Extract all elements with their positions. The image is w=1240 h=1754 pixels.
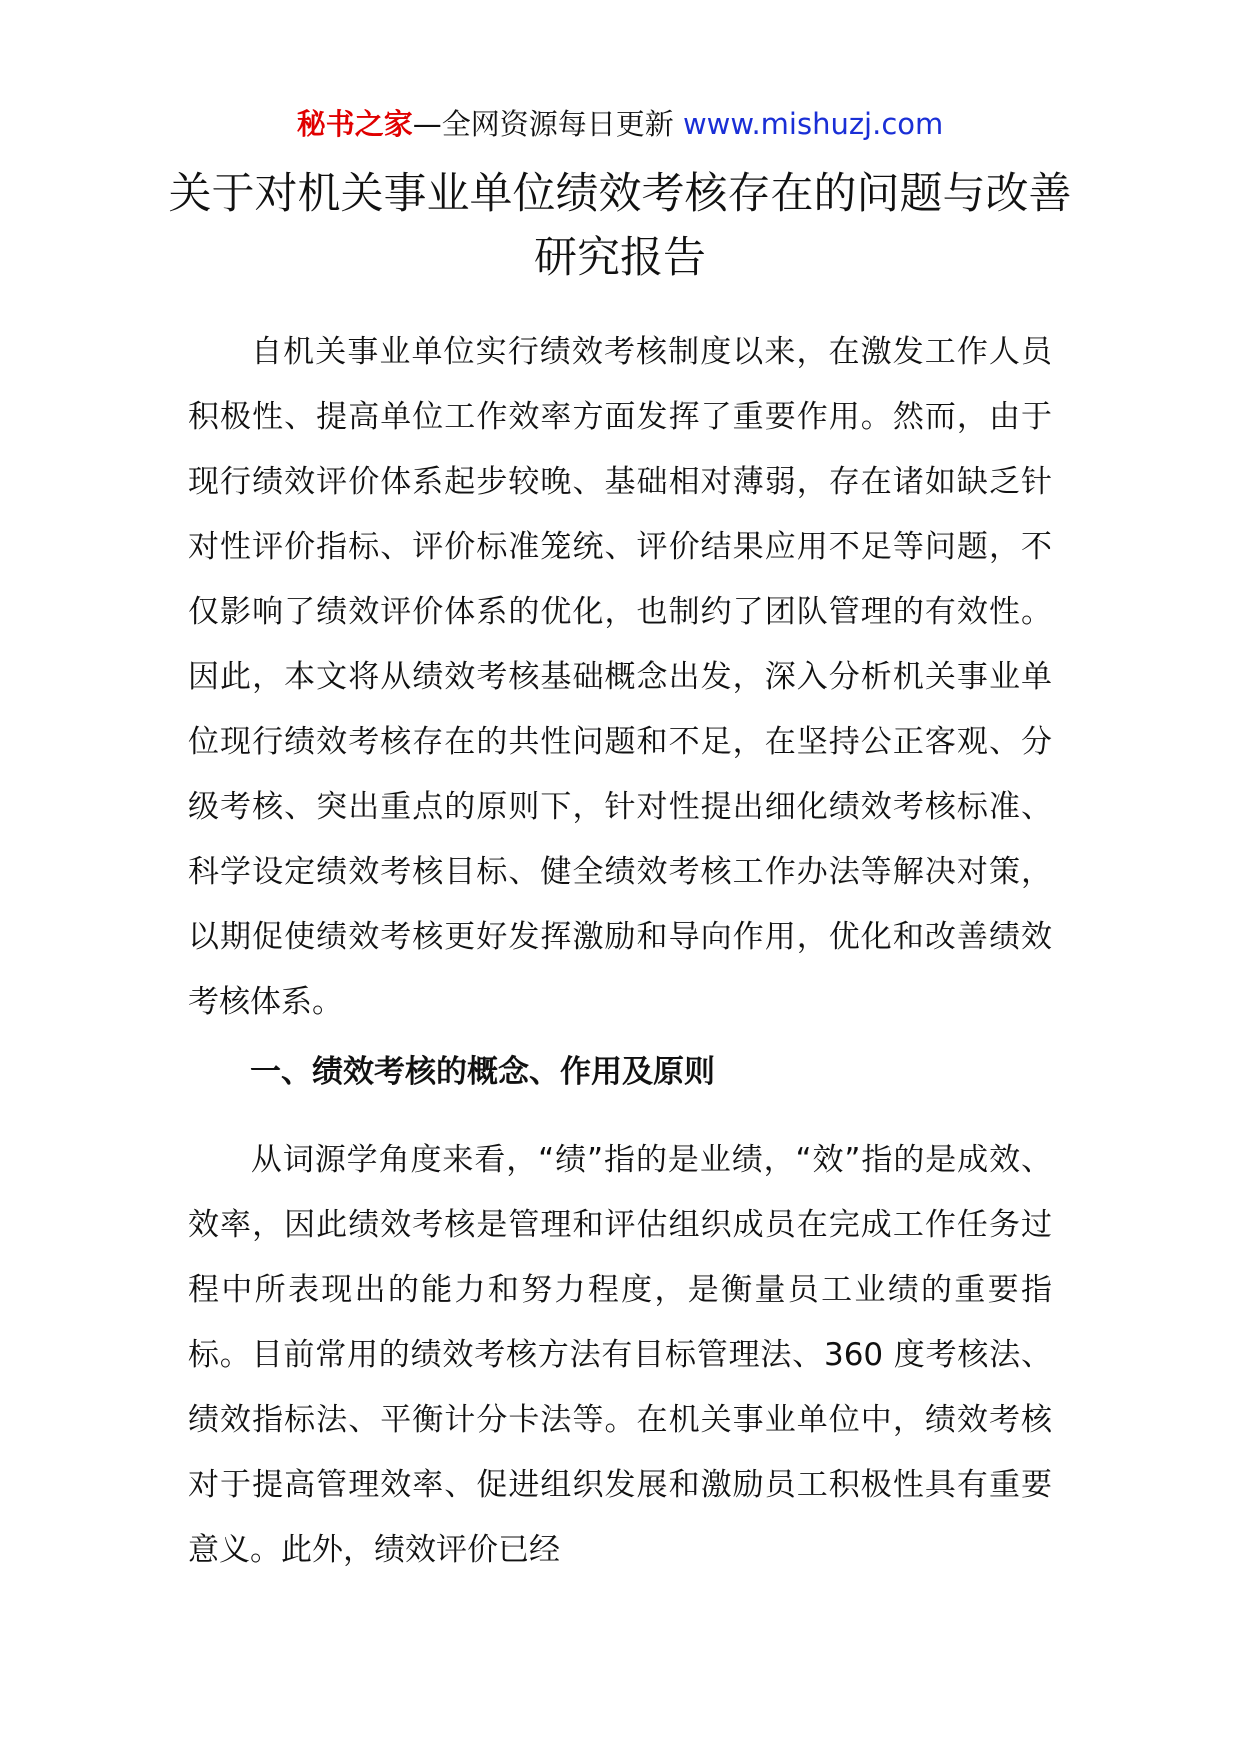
header-tagline: —全网资源每日更新 [412, 107, 674, 141]
brand-name: 秘书之家 [296, 107, 413, 141]
body-paragraph-text: 从词源学角度来看，“绩”指的是业绩，“效”指的是成效、效率，因此绩效考核是管理和评估组织成员在完成工作任务过程中所表现出的能力和努力程度，是衡量员工业绩的重要指标。目前常用的绩效考核方法有目标管理法、360 度考核法、绩效指标法、平衡计分卡法等。在机关事业单位中，绩效考核对于提高管理效率、促进组织发展和激励员工积极性具有重要意义。此外，绩效评价已经 [188, 1142, 1052, 1568]
document-title: 关于对机关事业单位绩效考核存在的问题与改善研究报告 [168, 169, 1072, 283]
body-paragraph [188, 1128, 1052, 1583]
site-url-link[interactable]: www.mishuzj.com [682, 107, 944, 141]
site-header [0, 100, 1240, 148]
intro-paragraph-text: 自机关事业单位实行绩效考核制度以来，在激发工作人员积极性、提高单位工作效率方面发挥了重要作用。然而，由于现行绩效评价体系起步较晚、基础相对薄弱，存在诸如缺乏针对性评价指标、评价标准笼统、评价结果应用不足等问题，不仅影响了绩效评价体系的优化，也制约了团队管理的有效性。因此，本文将从绩效考核基础概念出发，深入分析机关事业单位现行绩效考核存在的共性问题和不足，在坚持公正客观、分级考核、突出重点的原则下，针对性提出细化绩效考核标准、科学设定绩效考核目标、健全绩效考核工作办法等解决对策，以期促使绩效考核更好发挥激励和导向作用，优化和改善绩效考核体系。 [188, 334, 1052, 1020]
intro-paragraph [188, 320, 1052, 1035]
section-heading: 一、绩效考核的概念、作用及原则 [250, 1054, 715, 1090]
